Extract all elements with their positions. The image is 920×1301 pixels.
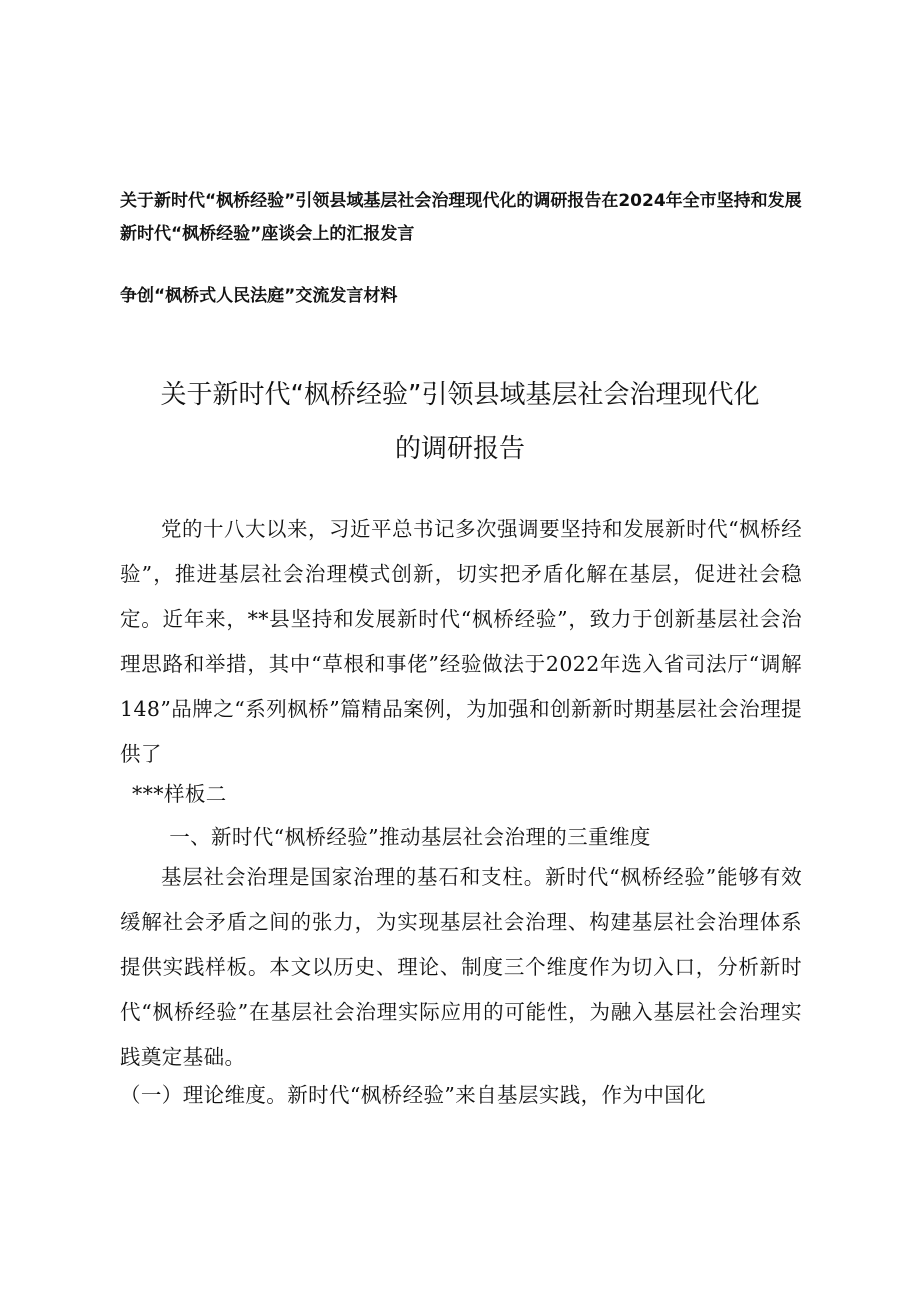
paragraph-foundation: 基层社会治理是国家治理的基石和支柱。新时代“枫桥经验”能够有效缓解社会矛盾之间的张力，为实现基层社会治理、构建基层社会治理体系提供实践样板。本文以历史、理论、制度三个维度作为切入口，分析新时代“枫桥经验”在基层社会治理实际应用的可能性，为融入基层社会治理实践奠定基础。 xyxy=(120,865,802,1069)
toc-item-report-link[interactable]: 关于新时代“枫桥经验”引领县域基层社会治理现代化的调研报告在2024年全市坚持和发展新时代“枫桥经验”座谈会上的汇报发言 xyxy=(120,191,802,244)
document-title-line1: 关于新时代“枫桥经验”引领县域基层社会治理现代化 xyxy=(160,380,760,410)
sample-label: ***样板二 xyxy=(132,782,227,806)
paragraph-intro: 党的十八大以来，习近平总书记多次强调要坚持和发展新时代“枫桥经验”，推进基层社会治理模式创新，切实把矛盾化解在基层，促进社会稳定。近年来，**县坚持和发展新时代“枫桥经验”，致力于创新基层社会治理思路和举措，其中“草根和事佬”经验做法于2022年选入省司法厅“调解148”品牌之“系列枫桥”篇精品案例，为加强和创新新时期基层社会治理提供了 xyxy=(120,517,802,766)
section-heading-1: 一、新时代“枫桥经验”推动基层社会治理的三重维度 xyxy=(169,825,651,849)
document-title xyxy=(100,368,820,476)
subsection-heading-1: （一）理论维度。新时代“枫桥经验”来自基层实践，作为中国化 xyxy=(120,1083,707,1107)
document-title-line2: 的调研报告 xyxy=(394,434,525,464)
toc-item-court-link[interactable]: 争创“枫桥式人民法庭”交流发言材料 xyxy=(120,286,398,306)
